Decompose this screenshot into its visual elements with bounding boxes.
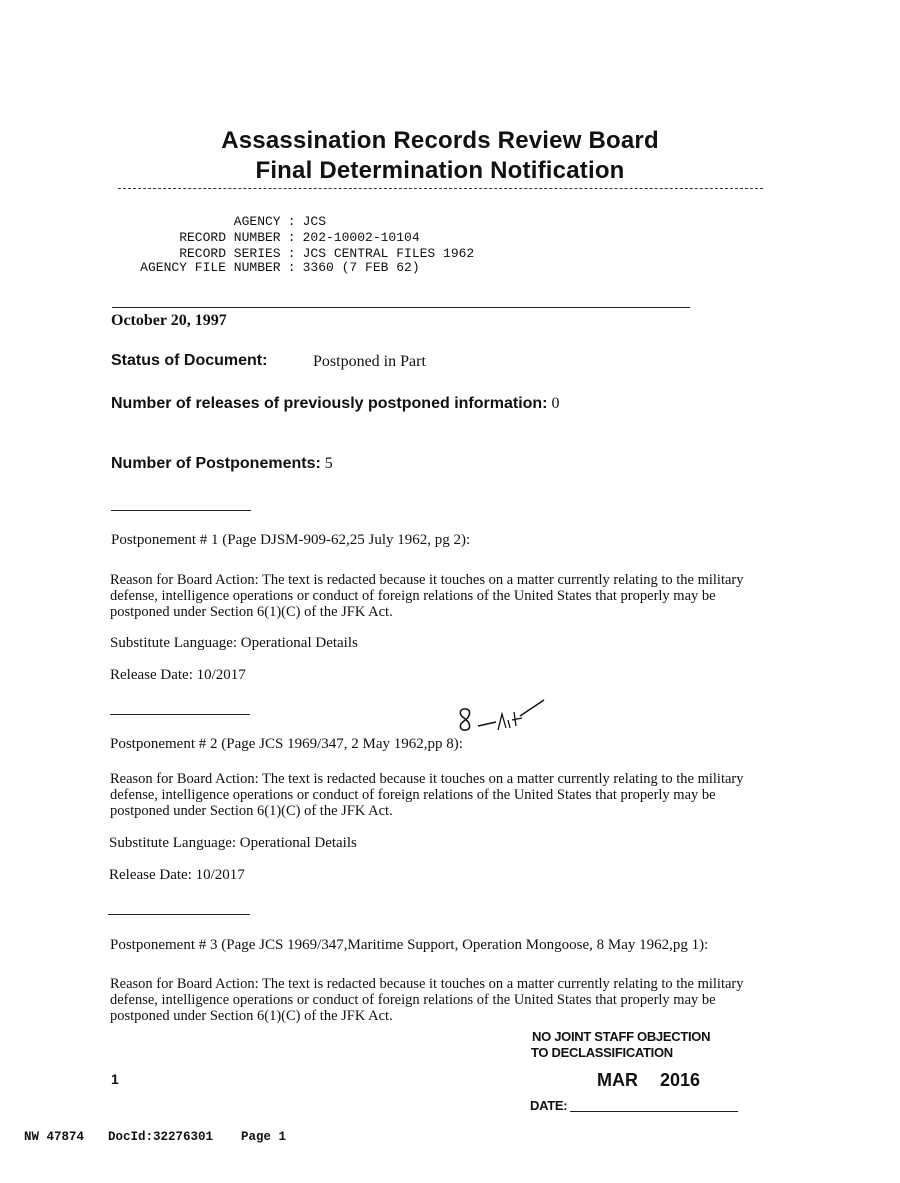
stamp-line2: TO DECLASSIFICATION: [531, 1045, 673, 1060]
postponement-2-reason: Reason for Board Action: The text is redacted because it touches on a matter currently relating to the military defense, intelligence operations or conduct of foreign relations of the United States that properly may be postponed under Section 6(1)(C) of the JFK Act.: [110, 771, 744, 819]
metadata-separator: :: [287, 214, 296, 229]
metadata-agency-file-number: [108, 245, 420, 275]
metadata-label: AGENCY: [233, 214, 281, 229]
stamp-month: MAR: [597, 1070, 638, 1090]
stamp-line1: NO JOINT STAFF OBJECTION: [532, 1029, 711, 1044]
dashed-divider: [118, 188, 763, 189]
metadata-value: 202-10002-10104: [302, 230, 420, 245]
metadata-label: RECORD SERIES: [179, 246, 281, 261]
postponement-1-reason: Reason for Board Action: The text is redacted because it touches on a matter currently relating to the military defense, intelligence operations or conduct of foreign relations of the United States that properly may be postponed under Section 6(1)(C) of the JFK Act.: [110, 572, 744, 620]
metadata-separator: :: [287, 230, 296, 245]
horizontal-rule: [112, 307, 690, 308]
status-value: Postponed in Part: [313, 353, 426, 370]
metadata-separator: :: [287, 246, 296, 261]
postponements-count-label: Number of Postponements:: [111, 455, 321, 472]
postponement-3-heading: Postponement # 3 (Page JCS 1969/347,Maritime Support, Operation Mongoose, 8 May 1962,pg 1):: [110, 937, 709, 953]
postponement-2-heading: Postponement # 2 (Page JCS 1969/347, 2 May 1962,pp 8):: [110, 736, 463, 752]
metadata-value: JCS CENTRAL FILES 1962: [302, 246, 475, 261]
handwritten-annotation-icon: [450, 696, 550, 746]
document-title-line2: Final Determination Notification: [255, 157, 625, 184]
page-number: 1: [111, 1071, 119, 1087]
short-rule: [111, 510, 251, 511]
metadata-value: JCS: [302, 214, 327, 229]
postponements-count-value: 5: [324, 455, 333, 472]
stamp-date-line: [570, 1111, 738, 1112]
footer-nw-number: NW 47874: [24, 1130, 85, 1144]
stamp-date-label: DATE:: [530, 1098, 568, 1113]
short-rule: [108, 914, 250, 915]
postponement-2-substitute: Substitute Language: Operational Details: [109, 835, 357, 851]
metadata-value: 3360 (7 FEB 62): [302, 260, 420, 275]
footer-docid: DocId:32276301: [108, 1130, 214, 1144]
metadata-agency: [108, 199, 327, 229]
short-rule: [110, 714, 250, 715]
determination-date: October 20, 1997: [111, 312, 227, 329]
document-title-line1: Assassination Records Review Board: [221, 127, 659, 154]
postponement-1-heading: Postponement # 1 (Page DJSM-909-62,25 July 1962, pg 2):: [111, 532, 471, 548]
releases-label: Number of releases of previously postponed information:: [111, 395, 548, 412]
releases-line: [111, 395, 560, 413]
metadata-record-number: [108, 215, 420, 245]
postponement-1-release: Release Date: 10/2017: [110, 667, 246, 683]
metadata-separator: :: [287, 260, 296, 275]
postponement-3-reason: Reason for Board Action: The text is redacted because it touches on a matter currently relating to the military defense, intelligence operations or conduct of foreign relations of the United States that properly may be postponed under Section 6(1)(C) of the JFK Act.: [110, 976, 744, 1024]
metadata-label: RECORD NUMBER: [179, 230, 281, 245]
postponement-1-substitute: Substitute Language: Operational Details: [110, 635, 358, 651]
releases-value: 0: [551, 395, 560, 412]
footer-page: Page 1: [241, 1130, 287, 1144]
metadata-label: AGENCY FILE NUMBER: [140, 260, 281, 275]
postponement-2-release: Release Date: 10/2017: [109, 867, 245, 883]
status-label: Status of Document:: [111, 352, 268, 369]
stamp-year: 2016: [660, 1070, 701, 1090]
postponements-count-line: [111, 455, 333, 473]
